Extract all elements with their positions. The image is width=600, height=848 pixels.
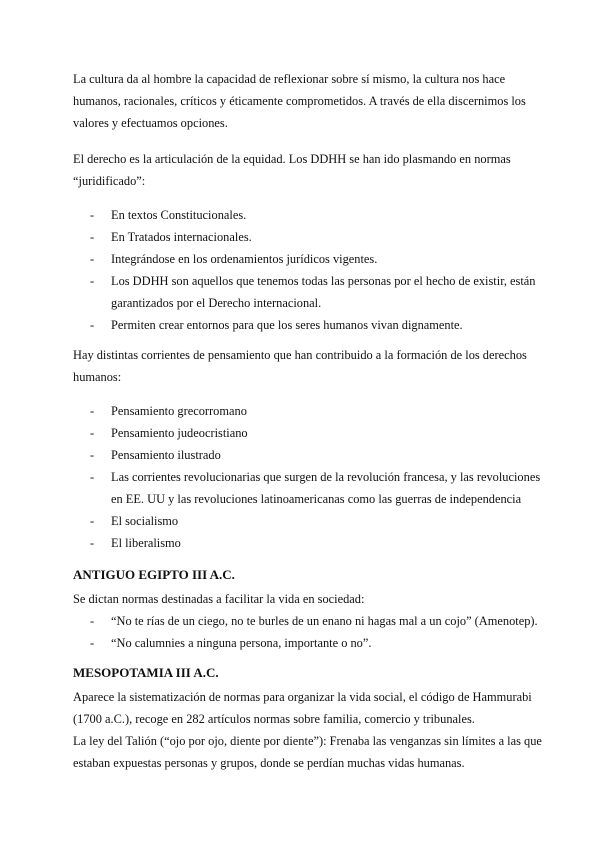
paragraph-talion: La ley del Talión (“ojo por ojo, diente por diente”): Frenaba las venganzas sin límites a las que estaban expuestas personas y grupos, donde se perdían muchas vidas humanas. — [73, 734, 542, 770]
list-item: - Pensamiento grecorromano — [73, 400, 543, 422]
paragraph-culture: La cultura da al hombre la capacidad de reflexionar sobre sí mismo, la cultura nos hace humanos, racionales, críticos y éticamente comprometidos. A través de ella discernimos los valores y efectuamos opciones. — [73, 72, 526, 130]
bullet-dash: - — [90, 426, 95, 440]
bullet-dash: - — [90, 536, 95, 550]
list-ddhh — [73, 204, 543, 336]
list-item: - Las corrientes revolucionarias que surgen de la revolución francesa, y las revoluciones en EE. UU y las revoluciones latinoamericanas como las guerras de independencia — [73, 466, 543, 510]
paragraph-corrientes: Hay distintas corrientes de pensamiento que han contribuido a la formación de los derechos humanos: — [73, 348, 527, 384]
bullet-dash: - — [90, 514, 95, 528]
bullet-dash: - — [90, 614, 95, 628]
paragraph-derecho: El derecho es la articulación de la equidad. Los DDHH se han ido plasmando en normas “juridificado”: — [73, 152, 511, 188]
bullet-dash: - — [90, 274, 95, 288]
bullet-dash: - — [90, 404, 95, 418]
paragraph-hammurabi: Aparece la sistematización de normas para organizar la vida social, el código de Hammurabi (1700 a.C.), recoge en 282 artículos normas sobre familia, comercio y tribunales. — [73, 690, 532, 726]
bullet-dash: - — [90, 230, 95, 244]
list-item: - En textos Constitucionales. — [73, 204, 543, 226]
list-item: - Los DDHH son aquellos que tenemos todas las personas por el hecho de existir, están garantizados por el Derecho internacional. — [73, 270, 543, 314]
list-item: - “No te rías de un ciego, no te burles de un enano ni hagas mal a un cojo” (Amenotep). — [73, 610, 543, 632]
list-item: - Pensamiento ilustrado — [73, 444, 543, 466]
heading-antiguo-egipto: ANTIGUO EGIPTO III A.C. — [73, 567, 235, 582]
paragraph-egipto: Se dictan normas destinadas a facilitar la vida en sociedad: — [73, 592, 365, 606]
list-item: - Pensamiento judeocristiano — [73, 422, 543, 444]
list-item: - El liberalismo — [73, 532, 543, 554]
bullet-dash: - — [90, 636, 95, 650]
list-item: - Integrándose en los ordenamientos jurídicos vigentes. — [73, 248, 543, 270]
bullet-dash: - — [90, 208, 95, 222]
list-item: - El socialismo — [73, 510, 543, 532]
bullet-dash: - — [90, 318, 95, 332]
list-item: - En Tratados internacionales. — [73, 226, 543, 248]
list-item: - Permiten crear entornos para que los seres humanos vivan dignamente. — [73, 314, 543, 336]
heading-mesopotamia: MESOPOTAMIA III A.C. — [73, 665, 219, 680]
bullet-dash: - — [90, 470, 95, 484]
list-egipto — [73, 610, 543, 654]
bullet-dash: - — [90, 252, 95, 266]
list-corrientes — [73, 400, 543, 554]
bullet-dash: - — [90, 448, 95, 462]
list-item: - “No calumnies a ninguna persona, importante o no”. — [73, 632, 543, 654]
